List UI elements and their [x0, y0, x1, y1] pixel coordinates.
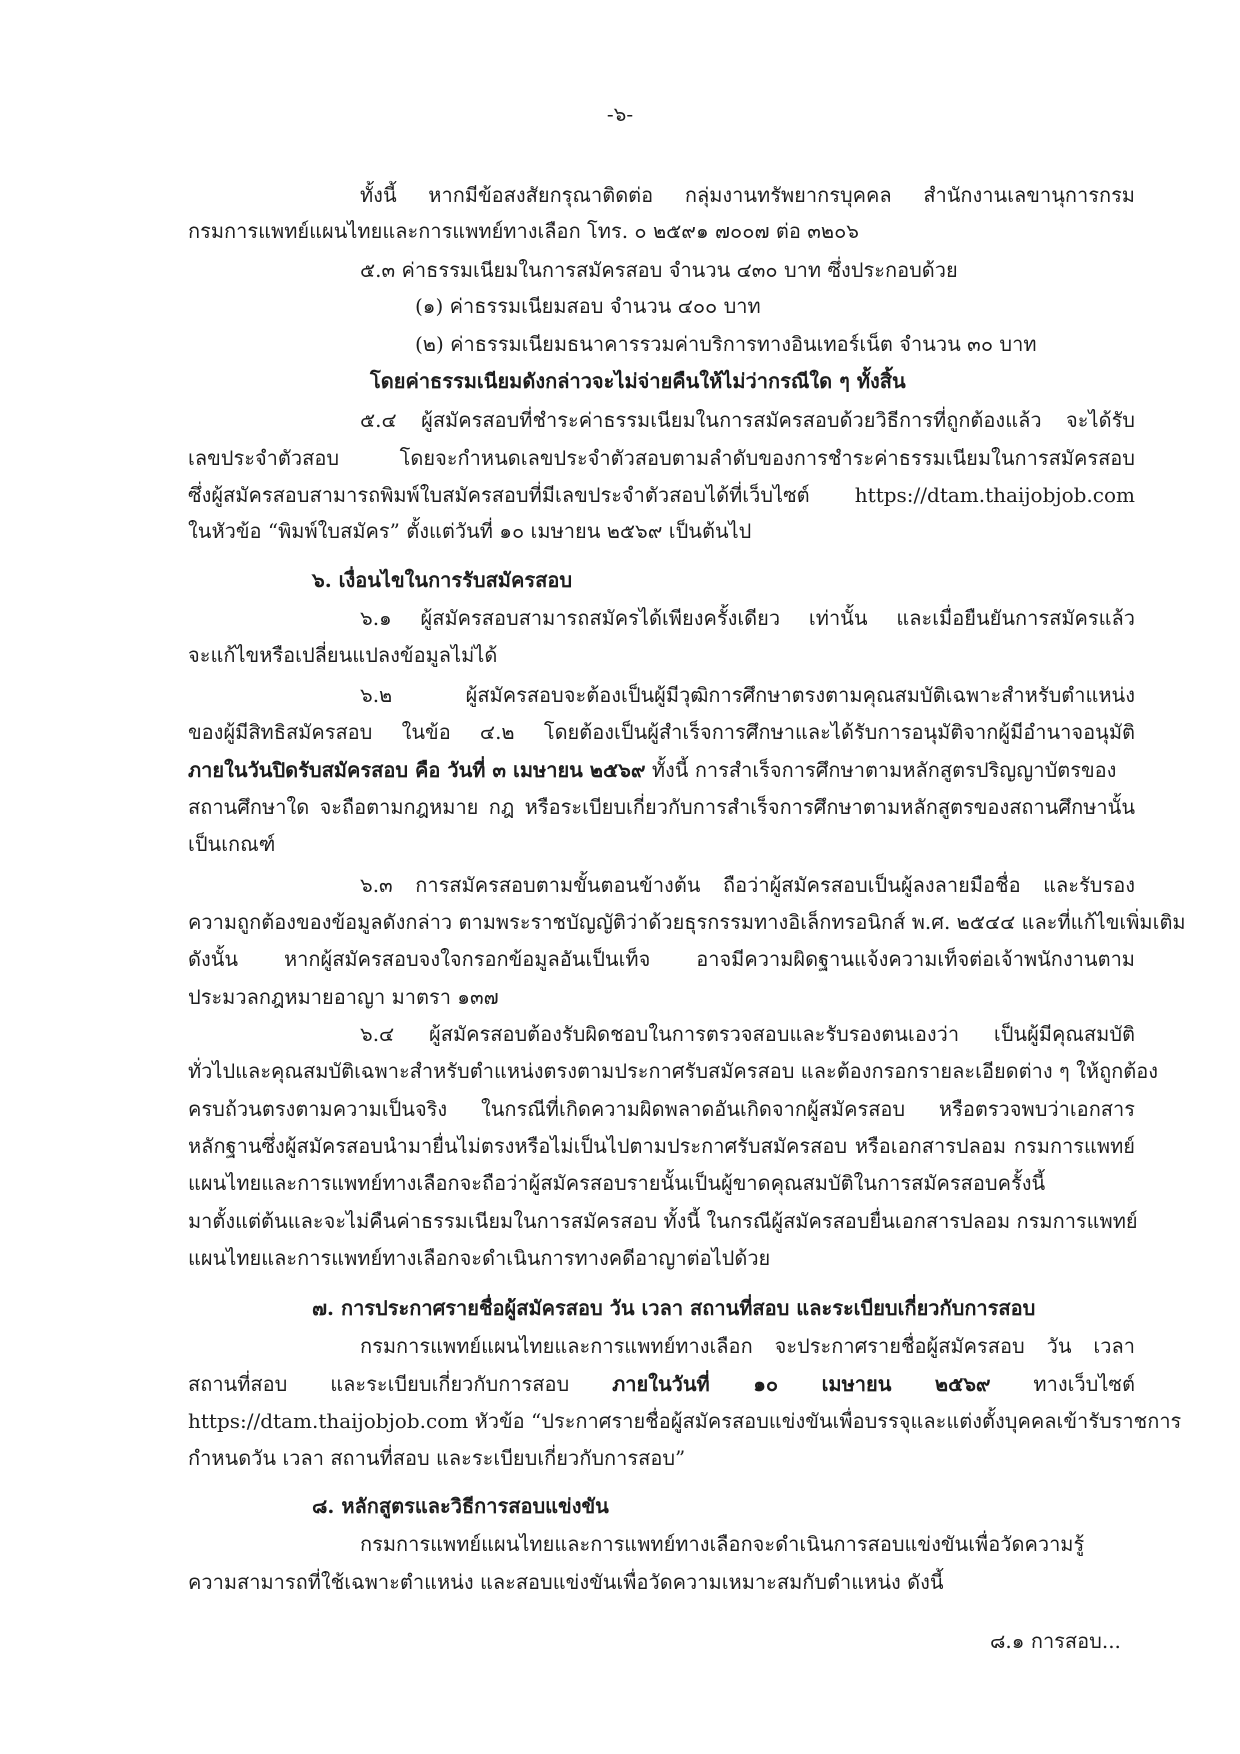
s8-line-1: กรมการแพทย์แผนไทยและการแพทย์ทางเลือกจะดำเนินการสอบแข่งขันเพื่อวัดความรู้ [360, 1532, 1085, 1556]
fees-item-1: (๑) ค่าธรรมเนียมสอบ จำนวน ๔๐๐ บาท [415, 294, 761, 318]
continuation-marker: ๘.๑ การสอบ... [990, 1629, 1121, 1653]
fees-item-2: (๒) ค่าธรรมเนียมธนาคารรวมค่าบริการทางอินเทอร์เน็ต จำนวน ๓๐ บาท [415, 332, 1037, 356]
s6-p2-line-5: เป็นเกณฑ์ [188, 832, 276, 856]
s8-heading: ๘. หลักสูตรและวิธีการสอบแข่งขัน [312, 1494, 609, 1518]
s6-p4-line-7: แผนไทยและการแพทย์ทางเลือกจะดำเนินการทางคดีอาญาต่อไปด้วย [188, 1246, 771, 1270]
page-number: -๖- [606, 102, 634, 126]
s7-deadline: ภายในวันที่ ๑๐ เมษายน ๒๕๖๙ [612, 1372, 991, 1396]
s6-heading: ๖. เงื่อนไขในการรับสมัครสอบ [312, 568, 573, 592]
s8-line-2: ความสามารถที่ใช้เฉพาะตำแหน่ง และสอบแข่งขันเพื่อวัดความเหมาะสมกับตำแหน่ง ดังนี้ [188, 1570, 944, 1594]
s6-p4-line-3: ครบถ้วนตรงตามความเป็นจริง ในกรณีที่เกิดความผิดพลาดอันเกิดจากผู้สมัครสอบ หรือตรวจพบว่าเอกสาร [188, 1097, 1135, 1121]
s6-p2-line-1: ๖.๒ ผู้สมัครสอบจะต้องเป็นผู้มีวุฒิการศึกษาตรงตามคุณสมบัติเฉพาะสำหรับตำแหน่ง [360, 683, 1135, 707]
s6-p1-line-2: จะแก้ไขหรือเปลี่ยนแปลงข้อมูลไม่ได้ [188, 643, 498, 667]
s6-p4-line-6: มาตั้งแต่ต้นและจะไม่คืนค่าธรรมเนียมในการสมัครสอบ ทั้งนี้ ในกรณีผู้สมัครสอบยื่นเอกสารปลอม กรมการแพทย์ [188, 1209, 1138, 1233]
s6-p3-line-1: ๖.๓ การสมัครสอบตามขั้นตอนข้างต้น ถือว่าผู้สมัครสอบเป็นผู้ลงลายมือชื่อ และรับรอง [360, 873, 1135, 897]
s6-p4-line-1: ๖.๔ ผู้สมัครสอบต้องรับผิดชอบในการตรวจสอบและรับรองตนเองว่า เป็นผู้มีคุณสมบัติ [360, 1022, 1135, 1046]
s6-p3-line-3: ดังนั้น หากผู้สมัครสอบจงใจกรอกข้อมูลอันเป็นเท็จ อาจมีความผิดฐานแจ้งความเท็จต่อเจ้าพนักงานตาม [188, 947, 1135, 971]
s7-line-2 [188, 1369, 1135, 1399]
contact-line-1: ทั้งนี้ หากมีข้อสงสัยกรุณาติดต่อ กลุ่มงานทรัพยากรบุคคล สำนักงานเลขานุการกรม [360, 183, 1135, 207]
s6-p2-line-4: สถานศึกษาใด จะถือตามกฎหมาย กฎ หรือระเบียบเกี่ยวกับการสำเร็จการศึกษาตามหลักสูตรของสถานศึกษานั้น [188, 795, 1135, 819]
fees-note: โดยค่าธรรมเนียมดังกล่าวจะไม่จ่ายคืนให้ไม่ว่ากรณีใด ๆ ทั้งสิ้น [370, 369, 906, 393]
s54-line-4: ในหัวข้อ “พิมพ์ใบสมัคร” ตั้งแต่วันที่ ๑๐ เมษายน ๒๕๖๙ เป็นต้นไป [188, 519, 752, 543]
s6-p4-line-5: แผนไทยและการแพทย์ทางเลือกจะถือว่าผู้สมัครสอบรายนั้นเป็นผู้ขาดคุณสมบัติในการสมัครสอบครั้งนี้ [188, 1171, 1046, 1195]
s6-p2-line-3-rest: ทั้งนี้ การสำเร็จการศึกษาตามหลักสูตรปริญญาบัตรของ [645, 758, 1117, 782]
s7-line-1: กรมการแพทย์แผนไทยและการแพทย์ทางเลือก จะประกาศรายชื่อผู้สมัครสอบ วัน เวลา [360, 1334, 1135, 1358]
fees-heading: ๕.๓ ค่าธรรมเนียมในการสมัครสอบ จำนวน ๔๓๐ บาท ซึ่งประกอบด้วย [360, 258, 958, 282]
s6-p1-line-1: ๖.๑ ผู้สมัครสอบสามารถสมัครได้เพียงครั้งเดียว เท่านั้น และเมื่อยืนยันการสมัครแล้ว [360, 606, 1135, 630]
s6-p4-line-2: ทั่วไปและคุณสมบัติเฉพาะสำหรับตำแหน่งตรงตามประกาศรับสมัครสอบ และต้องกรอกรายละเอียดต่าง ๆ ให้ถูกต้อง [188, 1059, 1159, 1083]
s6-p2-line-3 [188, 755, 1135, 785]
s7-heading: ๗. การประกาศรายชื่อผู้สมัครสอบ วัน เวลา สถานที่สอบ และระเบียบเกี่ยวกับการสอบ [312, 1296, 1036, 1320]
s7-line-4: กำหนดวัน เวลา สถานที่สอบ และระเบียบเกี่ยวกับการสอบ” [188, 1446, 686, 1470]
s7-line-2-a: สถานที่สอบ และระเบียบเกี่ยวกับการสอบ [188, 1372, 613, 1396]
s54-line-3: ซึ่งผู้สมัครสอบสามารถพิมพ์ใบสมัครสอบที่มีเลขประจำตัวสอบได้ที่เว็บไซต์ https://dtam.thaijobjob.com [188, 483, 1135, 507]
s6-p2-deadline: ภายในวันปิดรับสมัครสอบ คือ วันที่ ๓ เมษายน ๒๕๖๙ [188, 758, 646, 782]
s54-line-2: เลขประจำตัวสอบ โดยจะกำหนดเลขประจำตัวสอบตามลำดับของการชำระค่าธรรมเนียมในการสมัครสอบ [188, 446, 1135, 470]
s7-line-2-b: ทางเว็บไซต์ [990, 1372, 1135, 1396]
s6-p3-line-2: ความถูกต้องของข้อมูลดังกล่าว ตามพระราชบัญญัติว่าด้วยธุรกรรมทางอิเล็กทรอนิกส์ พ.ศ. ๒๕๔๔ และที่แก้ไขเพิ่มเติม [188, 910, 1186, 934]
s54-line-1: ๕.๔ ผู้สมัครสอบที่ชำระค่าธรรมเนียมในการสมัครสอบด้วยวิธีการที่ถูกต้องแล้ว จะได้รับ [360, 408, 1135, 432]
contact-line-2: กรมการแพทย์แผนไทยและการแพทย์ทางเลือก โทร. ๐ ๒๕๙๑ ๗๐๐๗ ต่อ ๓๒๐๖ [188, 219, 859, 243]
s6-p3-line-4: ประมวลกฎหมายอาญา มาตรา ๑๓๗ [188, 985, 499, 1009]
s6-p2-line-2: ของผู้มีสิทธิสมัครสอบ ในข้อ ๔.๒ โดยต้องเป็นผู้สำเร็จการศึกษาและได้รับการอนุมัติจากผู้มีอำนาจอนุมัติ [188, 720, 1135, 744]
s6-p4-line-4: หลักฐานซึ่งผู้สมัครสอบนำมายื่นไม่ตรงหรือไม่เป็นไปตามประกาศรับสมัครสอบ หรือเอกสารปลอม กรมการแพทย์ [188, 1134, 1135, 1158]
s7-line-3: https://dtam.thaijobjob.com หัวข้อ “ประกาศรายชื่อผู้สมัครสอบแข่งขันเพื่อบรรจุและแต่งตั้งบุคคลเข้ารับราชการ [188, 1409, 1182, 1433]
